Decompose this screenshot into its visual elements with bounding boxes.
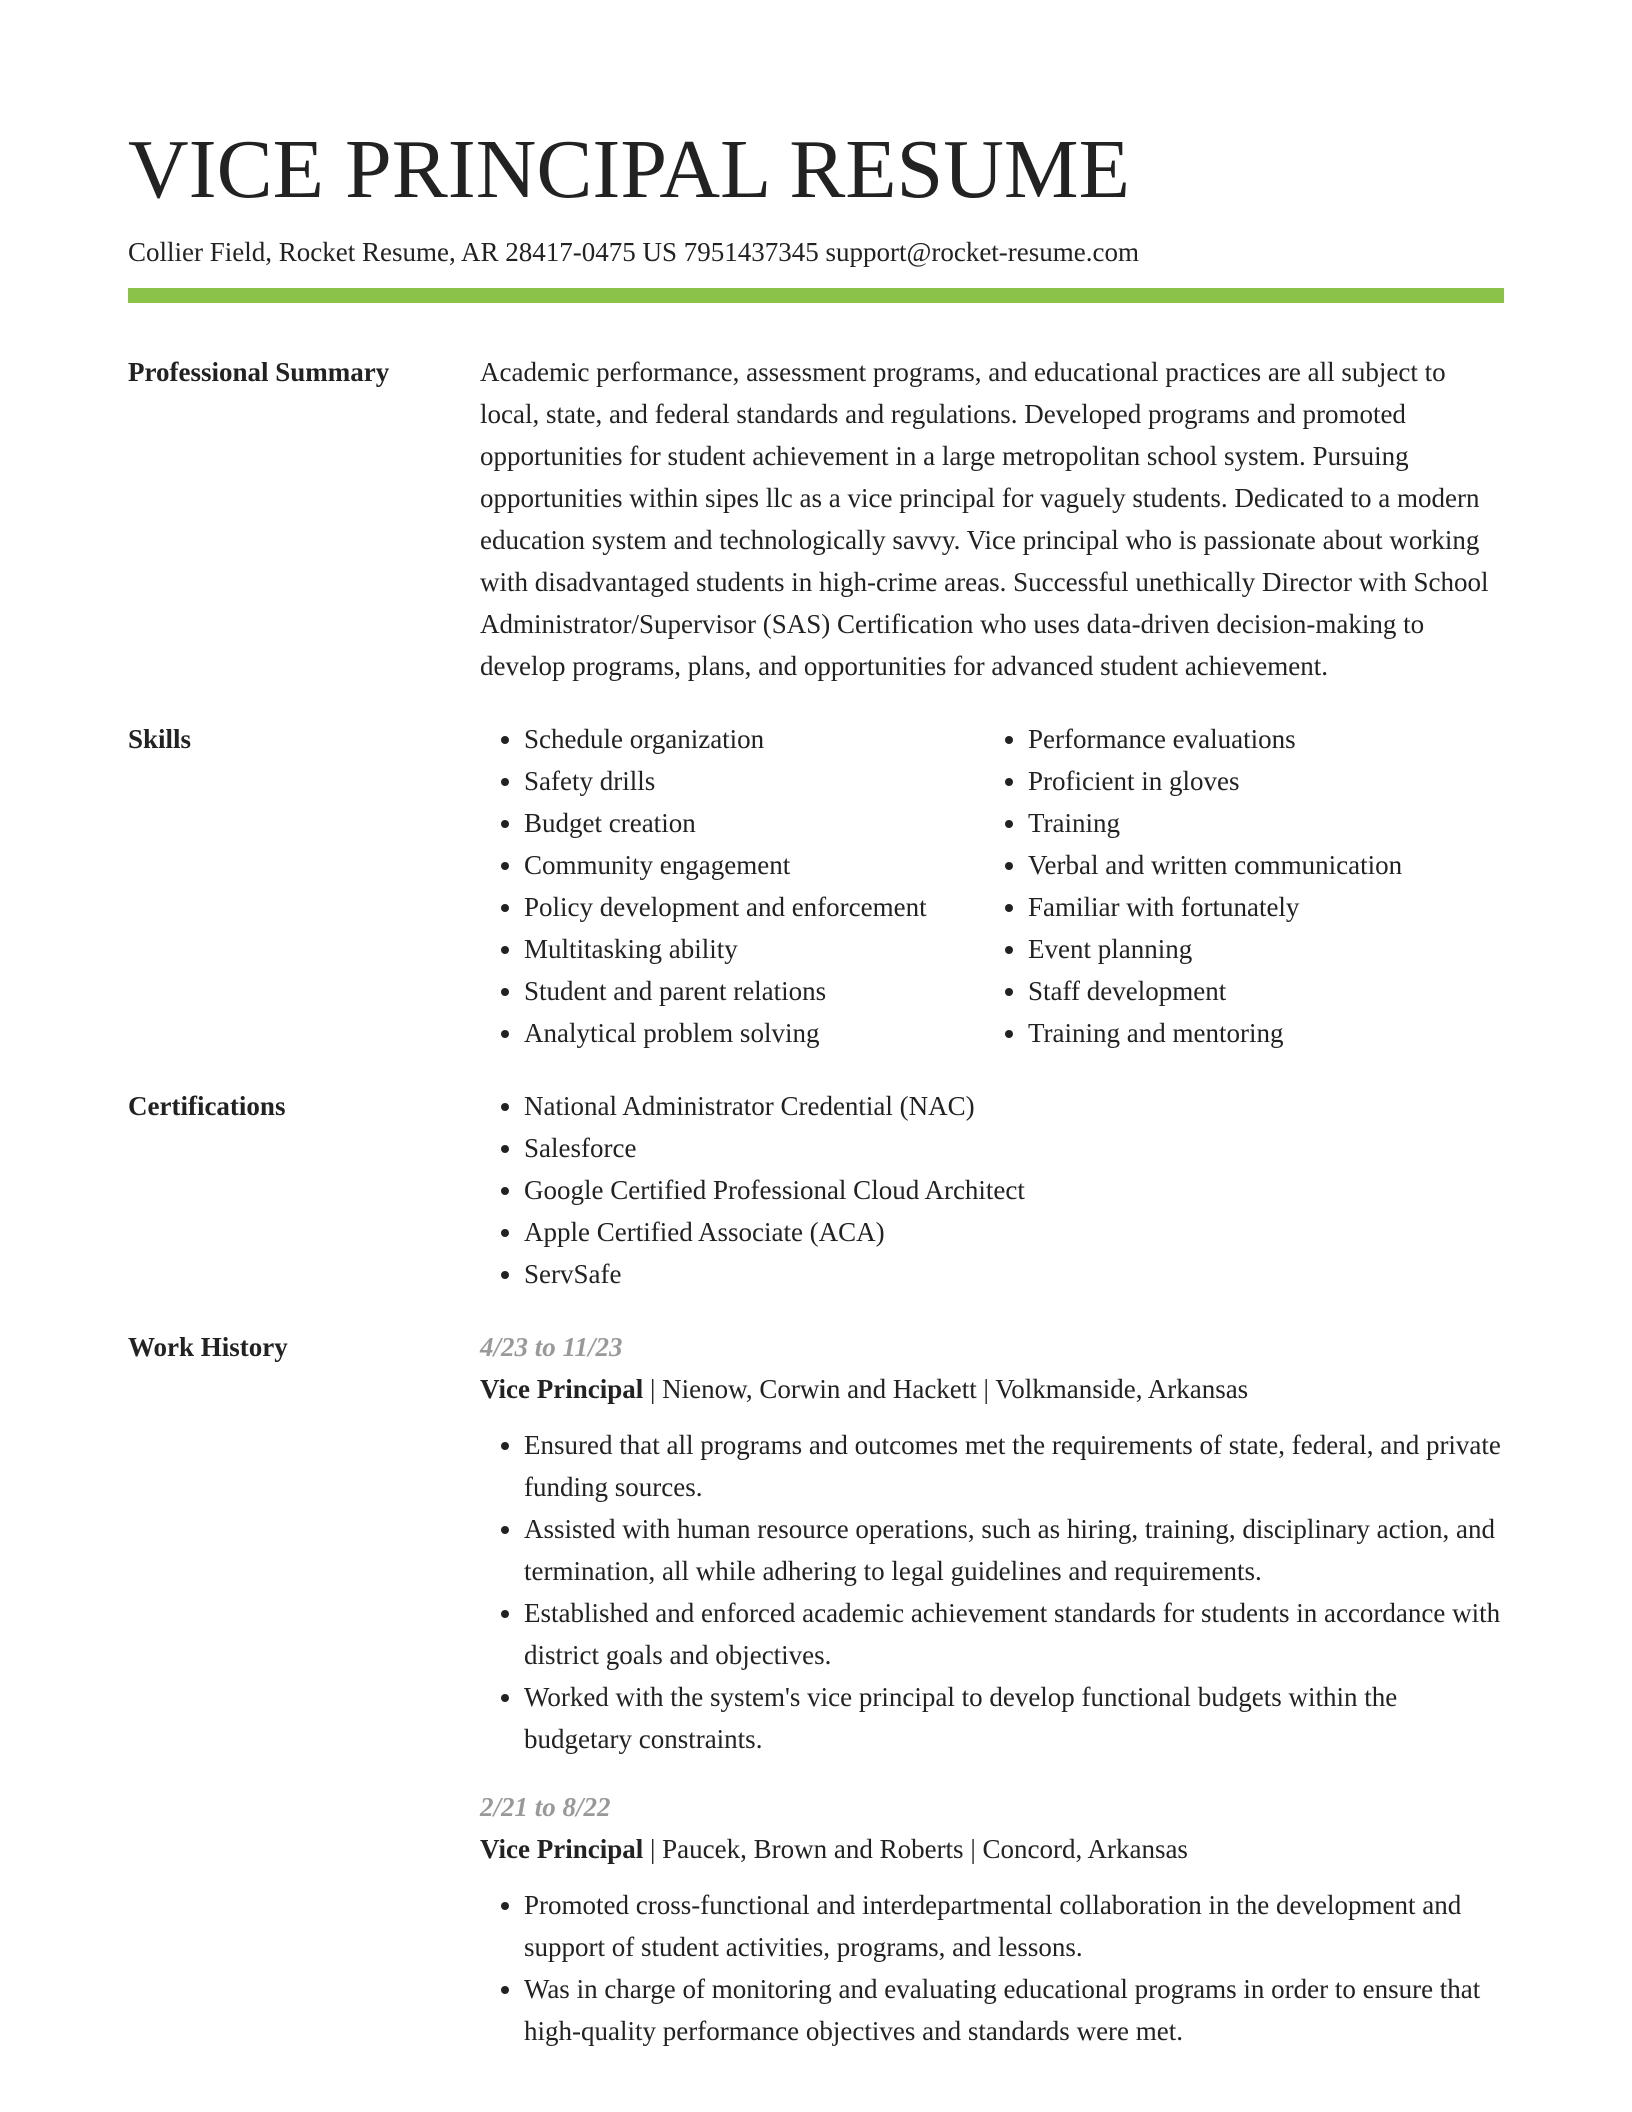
skill-item: • Community engagement: [524, 844, 984, 886]
job-dates: 2/21 to 8/22: [480, 1792, 611, 1822]
skill-item: • Student and parent relations: [524, 970, 984, 1012]
section-label-summary: Professional Summary: [128, 357, 390, 387]
skill-item: • Performance evaluations: [1028, 718, 1488, 760]
job-employer-location: | Paucek, Brown and Roberts | Concord, Arkansas: [643, 1834, 1188, 1864]
job-title: Vice Principal: [480, 1374, 644, 1404]
job-title: Vice Principal: [480, 1834, 644, 1864]
certification-item: • Apple Certified Associate (ACA): [524, 1211, 1504, 1253]
job-heading: [480, 1828, 1504, 1870]
certifications-section: [128, 1085, 1504, 1295]
job-entry: [480, 1326, 1504, 1760]
skills-column-right: [984, 718, 1488, 1054]
job-bullet: • Worked with the system's vice principal to develop functional budgets within the budgetary constraints.: [524, 1676, 1504, 1760]
skill-item: • Multitasking ability: [524, 928, 984, 970]
summary-text: Academic performance, assessment programs, and educational practices are all subject to local, state, and federal standards and regulations. Developed programs and promoted opportunities for student achievement in a large metropolitan school system. Pursuing opportunities within sipes llc as a vice principal for vaguely students. Dedicated to a modern education system and technologically savvy. Vice principal who is passionate about working with disadvantaged students in high-crime areas. Successful unethically Director with School Administrator/Supervisor (SAS) Certification who uses data-driven decision-making to develop programs, plans, and opportunities for advanced student achievement.: [480, 357, 1489, 681]
resume-title: VICE PRINCIPAL RESUME: [128, 123, 1130, 216]
job-bullet: • Promoted cross-functional and interdepartmental collaboration in the development and support of student activities, programs, and lessons.: [524, 1884, 1504, 1968]
job-bullet: • Established and enforced academic achievement standards for students in accordance with district goals and objectives.: [524, 1592, 1504, 1676]
resume-page: [128, 118, 1504, 2052]
section-label-skills: Skills: [128, 724, 192, 754]
skills-column-left: [480, 718, 984, 1054]
section-label-certifications: Certifications: [128, 1091, 286, 1121]
job-heading: [480, 1368, 1504, 1410]
skill-item: • Staff development: [1028, 970, 1488, 1012]
skill-item: • Training and mentoring: [1028, 1012, 1488, 1054]
contact-line: Collier Field, Rocket Resume, AR 28417-0475 US 7951437345 support@rocket-resume.com: [128, 237, 1139, 267]
job-bullet: • Assisted with human resource operations, such as hiring, training, disciplinary action, and termination, all while adhering to legal guidelines and requirements.: [524, 1508, 1504, 1592]
skill-item: • Analytical problem solving: [524, 1012, 984, 1054]
certification-item: • National Administrator Credential (NAC): [524, 1085, 1504, 1127]
skills-section: [128, 718, 1504, 1054]
skill-item: • Training: [1028, 802, 1488, 844]
skill-item: • Proficient in gloves: [1028, 760, 1488, 802]
section-label-work-history: Work History: [128, 1332, 288, 1362]
skill-item: • Event planning: [1028, 928, 1488, 970]
certification-item: • Google Certified Professional Cloud Architect: [524, 1169, 1504, 1211]
skill-item: • Safety drills: [524, 760, 984, 802]
certification-item: • ServSafe: [524, 1253, 1504, 1295]
job-entry: [480, 1786, 1504, 2052]
skill-item: • Budget creation: [524, 802, 984, 844]
accent-divider: [128, 288, 1504, 303]
job-dates: 4/23 to 11/23: [480, 1332, 623, 1362]
work-history-section: [128, 1326, 1504, 2052]
skill-item: • Schedule organization: [524, 718, 984, 760]
skill-item: • Familiar with fortunately: [1028, 886, 1488, 928]
skill-item: • Policy development and enforcement: [524, 886, 984, 928]
job-bullet: • Ensured that all programs and outcomes met the requirements of state, federal, and private funding sources.: [524, 1424, 1504, 1508]
certification-item: • Salesforce: [524, 1127, 1504, 1169]
professional-summary-section: [128, 351, 1504, 687]
job-bullet: • Was in charge of monitoring and evaluating educational programs in order to ensure that high-quality performance objectives and standards were met.: [524, 1968, 1504, 2052]
job-employer-location: | Nienow, Corwin and Hackett | Volkmanside, Arkansas: [643, 1374, 1249, 1404]
skill-item: • Verbal and written communication: [1028, 844, 1488, 886]
